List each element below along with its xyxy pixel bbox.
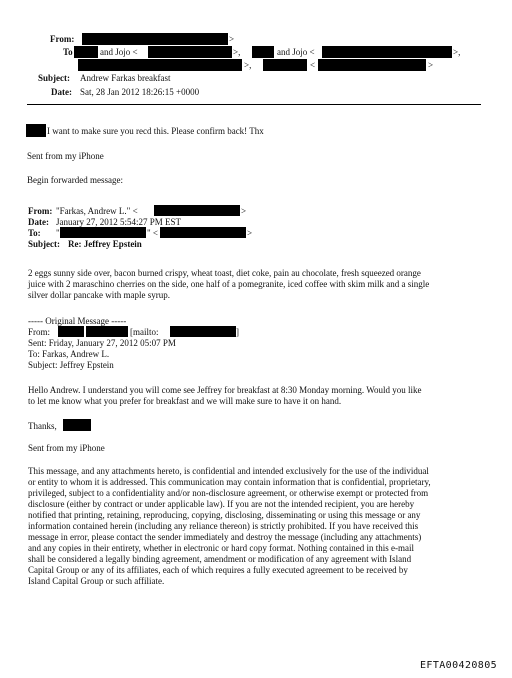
original-to: To: Farkas, Andrew L.	[28, 349, 110, 359]
fwd-subject-value: Re: Jeffrey Epstein	[68, 239, 142, 249]
fwd-to-label: To:	[28, 228, 41, 238]
disclaimer-line: notified that printing, retaining, reproducing, copying, disclosing, disseminating or using this message or any	[28, 510, 421, 520]
thanks-line: Thanks,	[28, 421, 57, 431]
redaction-box	[74, 46, 98, 58]
redaction-box	[58, 326, 84, 337]
original-mailto: [mailto:	[130, 327, 159, 337]
header-cc-gt: >,	[244, 60, 252, 70]
redaction-box	[322, 46, 452, 58]
redaction-box	[154, 205, 240, 216]
header-from-label: From:	[50, 34, 75, 44]
header-to-name-2: and Jojo <	[277, 47, 315, 57]
header-subject-label: Subject:	[38, 73, 70, 83]
header-to-gt-2: >,	[453, 47, 461, 57]
header-date-value: Sat, 28 Jan 2012 18:26:15 +0000	[80, 87, 200, 97]
header-cc-lt: <	[310, 60, 316, 70]
header-divider	[27, 104, 481, 105]
fwd-from-end: >	[241, 206, 247, 216]
disclaimer-line: disclosure (either by contract or under applicable law). If you are not the intended recipient, you are hereby	[28, 499, 415, 509]
header-to-gt-1: >,	[233, 47, 241, 57]
redaction-box	[170, 326, 236, 337]
intro-text: I want to make sure you recd this. Please confirm back! Thx	[47, 126, 264, 136]
redaction-box	[60, 227, 146, 238]
begin-forwarded-line: Begin forwarded message:	[27, 175, 123, 185]
original-from-label: From:	[28, 327, 51, 337]
disclaimer-line: Island Capital Group or such affiliate.	[28, 576, 165, 586]
redaction-box	[82, 33, 228, 45]
redaction-box	[160, 227, 246, 238]
redaction-box	[318, 59, 426, 71]
reply-line: juice with 2 maraschino cherries on the side, one half of a pomegranite, iced coffee with skim milk and a single	[28, 279, 430, 289]
original-subject: Subject: Jeffrey Epstein	[28, 360, 114, 370]
original-separator: ----- Original Message -----	[28, 316, 127, 326]
header-from-end: >	[229, 34, 235, 44]
disclaimer-line: or entity to whom it is addressed. This communication may contain information that is confidential, proprietary,	[28, 477, 431, 487]
redaction-box	[63, 419, 91, 431]
redaction-box	[86, 326, 128, 337]
fwd-subject-label: Subject:	[28, 239, 60, 249]
redaction-box	[252, 46, 274, 58]
bates-number: EFTA00420805	[420, 660, 498, 671]
message-sent-from: Sent from my iPhone	[28, 443, 105, 453]
fwd-from-label: From:	[28, 206, 53, 216]
header-subject-value: Andrew Farkas breakfast	[80, 73, 171, 83]
reply-line: 2 eggs sunny side over, bacon burned crispy, wheat toast, diet coke, pain au chocolate, fresh squeezed orange	[28, 268, 421, 278]
original-mailto-end: ]	[236, 327, 239, 337]
sent-from-line: Sent from my iPhone	[27, 151, 104, 161]
disclaimer-line: message in error, please contact the sender immediately and destroy the message (including any attachments)	[28, 532, 422, 542]
fwd-to-value: "	[56, 228, 60, 238]
fwd-date-label: Date:	[28, 217, 49, 227]
fwd-date-value: January 27, 2012 5:54:27 PM EST	[56, 217, 181, 227]
redaction-box	[26, 124, 46, 137]
message-line: Hello Andrew. I understand you will come see Jeffrey for breakfast at 8:30 Monday morning. Would you like	[28, 385, 422, 395]
redaction-box	[148, 46, 232, 58]
header-cc-end: >	[428, 60, 434, 70]
disclaimer-line: and any copies in their entirety, whether in electronic or hard copy format. Nothing contained in this e-mail	[28, 543, 415, 553]
redaction-box	[78, 59, 242, 71]
fwd-from-value: "Farkas, Andrew L." <	[56, 206, 138, 216]
header-to-name-1: and Jojo <	[100, 47, 138, 57]
redaction-box	[263, 59, 307, 71]
header-to-label: To	[63, 47, 73, 57]
fwd-to-end: >	[247, 228, 253, 238]
header-date-label: Date:	[51, 87, 72, 97]
disclaimer-line: This message, and any attachments hereto, is confidential and intended exclusively for the use of the individual	[28, 466, 429, 476]
original-sent: Sent: Friday, January 27, 2012 05:07 PM	[28, 338, 176, 348]
disclaimer-line: information contained herein (including any reliance thereon) is strictly prohibited. If you have received this	[28, 521, 419, 531]
disclaimer-line: privileged, subject to a confidentiality and/or non-disclosure agreement, or otherwise exempt or protected from	[28, 488, 429, 498]
fwd-to-mid: " <	[147, 228, 158, 238]
disclaimer-line: Capital Group or any of its affiliates, each of which requires a fully executed agreement to be received by	[28, 565, 408, 575]
message-line: to let me know what you prefer for breakfast and we will make sure to have it on hand.	[28, 396, 342, 406]
reply-line: silver dollar pancake with maple syrup.	[28, 290, 170, 300]
disclaimer-line: shall be considered a legally binding agreement, amendment or modification of any agreement with Island	[28, 554, 412, 564]
